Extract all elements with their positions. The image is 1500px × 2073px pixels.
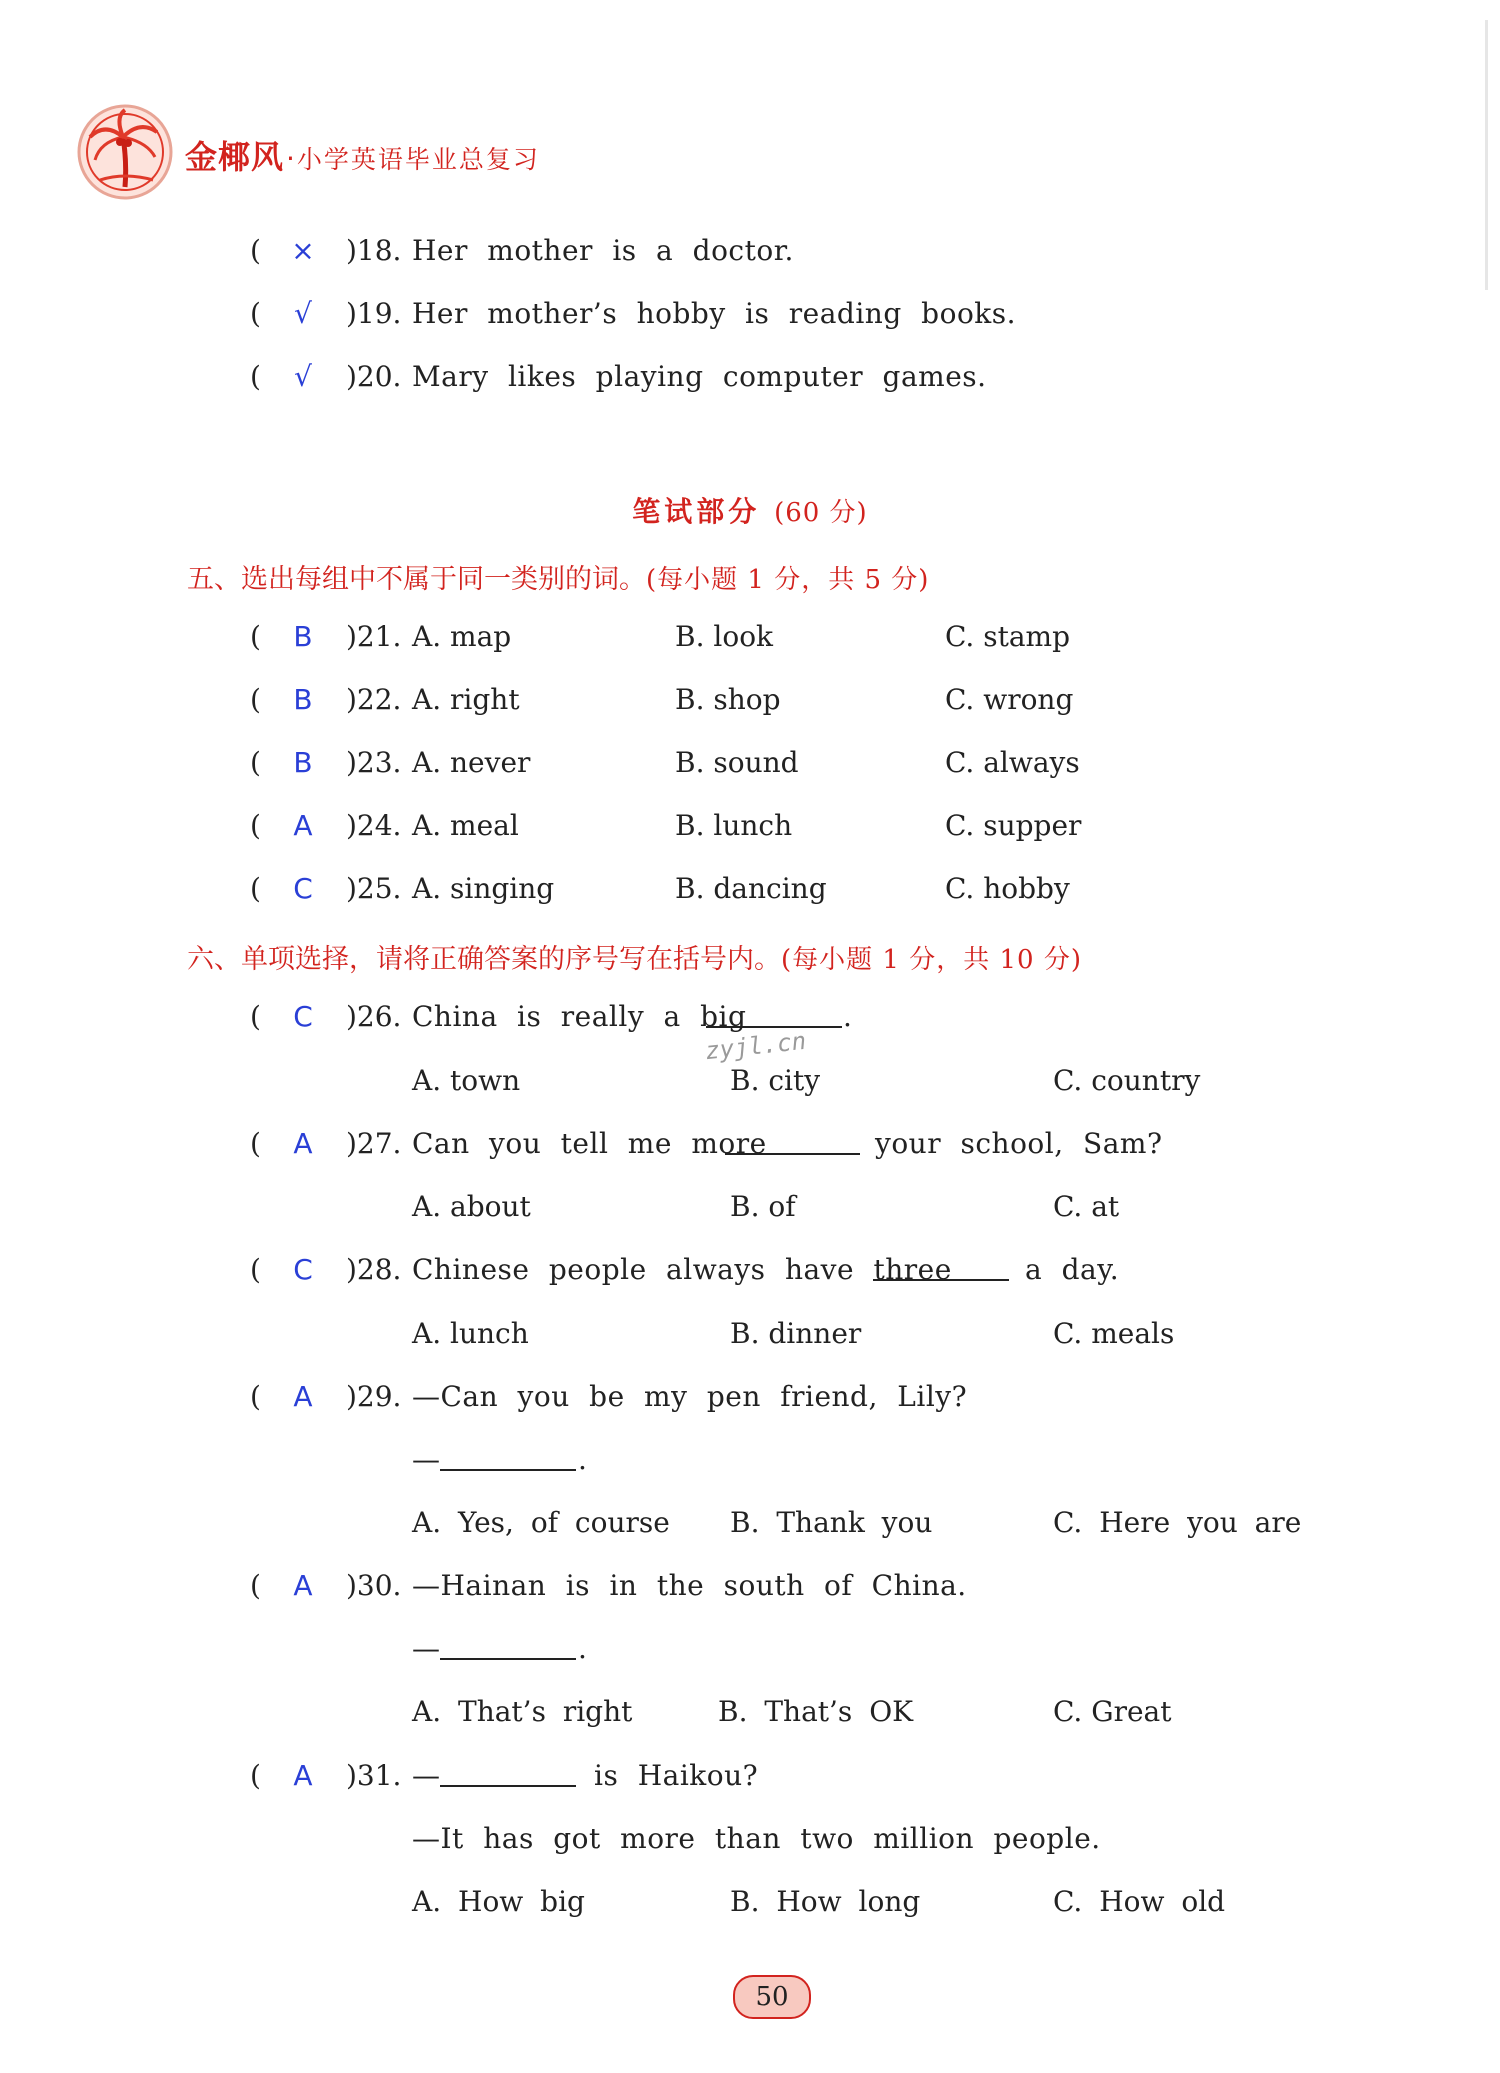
section-6-points: (每小题 1 分，共 10 分) xyxy=(781,945,1082,975)
answer-blank xyxy=(440,1447,576,1471)
question-number: )20. xyxy=(346,360,402,393)
stem-end: . xyxy=(843,1000,853,1033)
answer-mark: √ xyxy=(294,360,312,393)
option-a: A. How big xyxy=(412,1885,585,1918)
question-stem-part1: Chinese people always have three xyxy=(412,1253,952,1286)
answer-letter: C xyxy=(293,872,313,905)
answer-letter: A xyxy=(293,1569,313,1602)
paren-open: ( xyxy=(250,809,261,842)
answer-letter: A xyxy=(293,1380,313,1413)
question-number: )22. xyxy=(346,683,402,716)
question-stem: —Hainan is in the south of China. xyxy=(412,1569,967,1602)
answer-blank xyxy=(725,1131,860,1155)
page-fold-shadow xyxy=(1485,20,1488,290)
option-c: C. always xyxy=(945,746,1080,779)
paren-open: ( xyxy=(250,1127,261,1160)
option-a: A. meal xyxy=(412,809,519,842)
brand-dot: · xyxy=(286,142,295,175)
part-title-text: 笔试部分 xyxy=(632,495,761,528)
paren-open: ( xyxy=(250,360,261,393)
option-b: B. How long xyxy=(730,1885,921,1918)
question-stem: China is really a big xyxy=(412,1000,747,1033)
answer-letter: A xyxy=(293,1759,313,1792)
paren-open: ( xyxy=(250,1253,261,1286)
paren-open: ( xyxy=(250,1000,261,1033)
option-b: B. dinner xyxy=(730,1317,862,1350)
option-a: A. singing xyxy=(412,872,555,905)
question-text: Her mother’s hobby is reading books. xyxy=(412,297,1017,330)
option-c: C. meals xyxy=(1053,1317,1175,1350)
question-number: )28. xyxy=(346,1253,402,1286)
option-b: B. city xyxy=(730,1064,821,1097)
part-points: (60 分) xyxy=(774,498,868,528)
option-c: C. How old xyxy=(1053,1885,1226,1918)
question-text: Mary likes playing computer games. xyxy=(412,360,987,393)
option-c: C. at xyxy=(1053,1190,1120,1223)
brand-subtitle: 小学英语毕业总复习 xyxy=(296,145,540,174)
paren-open: ( xyxy=(250,1380,261,1413)
question-number: )30. xyxy=(346,1569,402,1602)
answer-letter: C xyxy=(293,1253,313,1286)
section-5-heading: 五、选出每组中不属于同一类别的词。 xyxy=(187,564,646,595)
question-number: )19. xyxy=(346,297,402,330)
question-number: )26. xyxy=(346,1000,402,1033)
question-dash: — xyxy=(412,1759,441,1792)
paren-open: ( xyxy=(250,1759,261,1792)
paren-open: ( xyxy=(250,872,261,905)
section-6-title xyxy=(187,937,1082,976)
option-a: A. never xyxy=(412,746,531,779)
watermark: zyjl.cn xyxy=(703,1026,808,1066)
option-c: C. hobby xyxy=(945,872,1070,905)
answer-letter: A xyxy=(293,1127,313,1160)
option-a: A. That’s right xyxy=(412,1695,633,1728)
answer-letter: B xyxy=(293,620,313,653)
answer-mark: × xyxy=(291,234,315,267)
question-number: )24. xyxy=(346,809,402,842)
question-stem-part2: your school, Sam? xyxy=(875,1127,1163,1160)
question-number: )25. xyxy=(346,872,402,905)
reply-end: . xyxy=(578,1632,588,1665)
option-c: C. country xyxy=(1053,1064,1201,1097)
answer-blank xyxy=(440,1763,576,1787)
paren-open: ( xyxy=(250,234,261,267)
option-c: C. stamp xyxy=(945,620,1071,653)
option-a: A. lunch xyxy=(412,1317,529,1350)
question-stem-part1: Can you tell me more xyxy=(412,1127,767,1160)
answer-blank xyxy=(440,1636,576,1660)
page-number: 50 xyxy=(733,1975,811,2019)
question-number: )31. xyxy=(346,1759,402,1792)
question-stem-part2: a day. xyxy=(1025,1253,1120,1286)
paren-open: ( xyxy=(250,620,261,653)
paren-open: ( xyxy=(250,297,261,330)
question-number: )21. xyxy=(346,620,402,653)
option-a: A. right xyxy=(412,683,520,716)
section-5-points: (每小题 1 分，共 5 分) xyxy=(646,565,930,595)
paren-open: ( xyxy=(250,683,261,716)
option-c: C. wrong xyxy=(945,683,1074,716)
question-text: Her mother is a doctor. xyxy=(412,234,794,267)
question-number: )29. xyxy=(346,1380,402,1413)
paren-open: ( xyxy=(250,1569,261,1602)
option-c: C. supper xyxy=(945,809,1082,842)
reply-dash: — xyxy=(412,1632,441,1665)
section-6-heading: 六、单项选择，请将正确答案的序号写在括号内。 xyxy=(187,944,781,975)
option-b: B. look xyxy=(675,620,774,653)
answer-blank xyxy=(873,1257,1009,1281)
option-a: A. map xyxy=(412,620,512,653)
question-stem: is Haikou? xyxy=(594,1759,759,1792)
option-c: C. Here you are xyxy=(1053,1506,1302,1539)
option-b: B. of xyxy=(730,1190,796,1223)
answer-letter: C xyxy=(293,1000,313,1033)
option-b: B. shop xyxy=(675,683,781,716)
answer-letter: A xyxy=(293,809,313,842)
question-number: )18. xyxy=(346,234,402,267)
option-a: A. about xyxy=(412,1190,531,1223)
section-5-title xyxy=(187,557,929,596)
question-number: )23. xyxy=(346,746,402,779)
option-b: B. That’s OK xyxy=(718,1695,914,1728)
answer-mark: √ xyxy=(294,297,312,330)
coconut-palm-logo-icon xyxy=(75,102,175,202)
answer-blank xyxy=(706,1004,842,1028)
paren-open: ( xyxy=(250,746,261,779)
part-title xyxy=(0,490,1500,530)
option-b: B. dancing xyxy=(675,872,827,905)
option-b: B. sound xyxy=(675,746,799,779)
question-stem: —Can you be my pen friend, Lily? xyxy=(412,1380,968,1413)
option-b: B. lunch xyxy=(675,809,793,842)
brand-name: 金椰风 xyxy=(185,138,285,176)
option-b: B. Thank you xyxy=(730,1506,933,1539)
question-number: )27. xyxy=(346,1127,402,1160)
option-c: C. Great xyxy=(1053,1695,1172,1728)
option-a: A. town xyxy=(412,1064,521,1097)
answer-letter: B xyxy=(293,746,313,779)
reply-text: —It has got more than two million people. xyxy=(412,1822,1101,1855)
reply-dash: — xyxy=(412,1443,441,1476)
answer-letter: B xyxy=(293,683,313,716)
option-a: A. Yes, of course xyxy=(412,1506,670,1539)
brand xyxy=(185,132,540,178)
reply-end: . xyxy=(578,1443,588,1476)
